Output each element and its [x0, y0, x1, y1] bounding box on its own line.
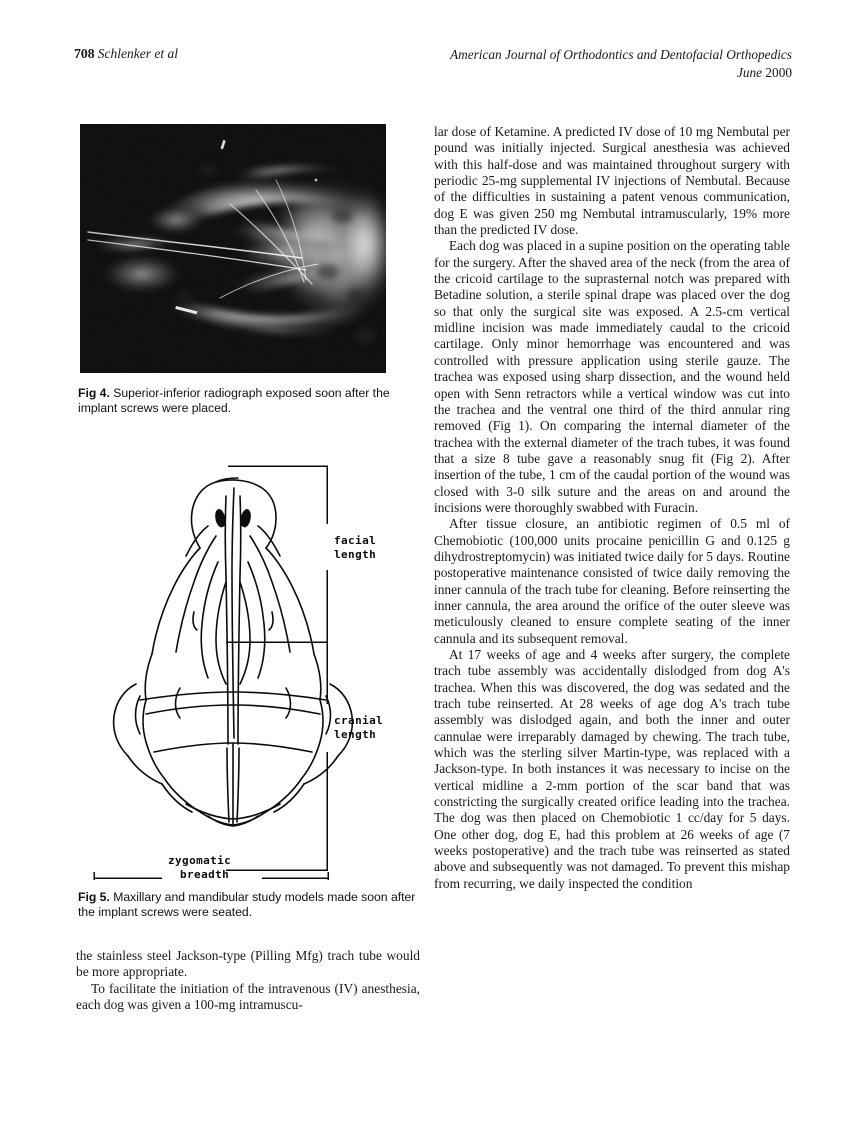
running-head-left: [74, 46, 178, 63]
right-column-body: [434, 124, 790, 892]
left-column-body: [76, 948, 420, 1013]
measurement-label-cranial-length-line2: length: [334, 728, 377, 741]
page-folio: 708: [74, 47, 95, 62]
measurement-label-zygomatic-breadth-line2: breadth: [180, 868, 230, 880]
issue-year: 2000: [765, 65, 792, 80]
figure-4-caption-text: Superior-inferior radiograph exposed soon after the implant screws were placed.: [78, 386, 390, 416]
figure-4-caption: [78, 386, 422, 417]
figure-5-caption: [78, 890, 422, 921]
figure-5-label: Fig 5.: [78, 890, 110, 904]
figure-5-caption-text: Maxillary and mandibular study models made soon after the implant screws were seated.: [78, 890, 416, 920]
measurement-label-facial-length-line2: length: [334, 548, 377, 561]
paragraph: Each dog was placed in a supine position on the operating table for the surgery. After the shaved area of the neck (from the area of the cricoid cartilage to the suprasternal notch was prepared with Betadine solution, a sterile spinal drape was placed over the dog so that only the surgical site was exposed. A 2.5-cm vertical midline incision was made immediately caudal to the cricoid cartilage. Only minor hemorrhage was encountered and was controlled with pressure application using sterile gauze. The trachea was exposed using sharp dissection, and the wound held open with Senn retractors while a vertical window was cut into the trachea and the ventral one third of the third annular ring removed (Fig 1). On comparing the internal diameter of the trachea with the external diameter of the trach tubes, it was found that a size 8 tube gave a reasonably snug fit (Fig 2). After insertion of the tube, 1 cm of the caudal portion of the wound was closed with 3-0 silk suture and the areas on and around the incisions were thoroughly swabbed with Furacin.: [434, 238, 790, 515]
paragraph: To facilitate the initiation of the intravenous (IV) anesthesia, each dog was given a 100-mg intramuscu-: [76, 980, 420, 1013]
figure-4-label: Fig 4.: [78, 386, 110, 400]
issue-date: [450, 64, 792, 82]
figure-4: [80, 124, 386, 373]
figure-5: [76, 452, 420, 880]
paragraph: the stainless steel Jackson-type (Pilling Mfg) trach tube would be more appropriate.: [76, 948, 420, 980]
running-head-authors: Schlenker et al: [97, 46, 178, 61]
measurement-label-zygomatic-breadth-line1: zygomatic: [168, 854, 232, 867]
measurement-label-cranial-length-line1: cranial: [334, 714, 384, 727]
radiograph-image: [80, 124, 386, 373]
issue-month: June: [736, 65, 763, 80]
running-head-right: [450, 46, 792, 82]
journal-title: American Journal of Orthodontics and Dentofacial Orthopedics: [450, 47, 792, 62]
paragraph: At 17 weeks of age and 4 weeks after surgery, the complete trach tube assembly was accidentally dislodged from dog A's trachea. When this was discovered, the dog was sedated and the trach tube reinserted. At 28 weeks of age dog A's trach tube assembly was dislodged again, and both the inner and outer cannulae were irreparably damaged by chewing. The trach tube, which was the sterling silver Martin-type, was replaced with a Jackson-type. In both instances it was necessary to incise on the vertical midline a 2-mm portion of the scar band that was constricting the surgically created orifice leading into the trachea. The dog was then placed on Chemobiotic 1 cc/day for 5 days. One other dog, dog E, had this problem at 26 weeks of age (7 weeks postoperative) and the trach tube was reinserted as stated above and subsequently was not damaged. To prevent this mishap from recurring, we daily inspected the condition: [434, 647, 790, 891]
paragraph: After tissue closure, an antibiotic regimen of 0.5 ml of Chemobiotic (100,000 units procaine penicillin G and 0.125 g dihydrostreptomycin) was initiated twice daily for 5 days. Routine postoperative maintenance consisted of twice daily removing the inner cannula of the trach tube for cleaning. Before reinserting the inner cannula, the area around the orifice of the outer sleeve was meticulously cleaned to ensure complete seating of the inner cannula and its subsequent removal.: [434, 516, 790, 646]
paragraph: lar dose of Ketamine. A predicted IV dose of 10 mg Nembutal per pound was initially injected. Surgical anesthesia was achieved with this half-dose and was maintained throughout surgery with periodic 25-mg supplemental IV injections of Nembutal. Because of the difficulties in sustaining a patent venous communication, dog E was given 250 mg Nembutal intramuscularly, 19% more than the predicted IV dose.: [434, 124, 790, 238]
measurement-label-facial-length-line1: facial: [334, 534, 377, 547]
running-head: [74, 46, 792, 86]
